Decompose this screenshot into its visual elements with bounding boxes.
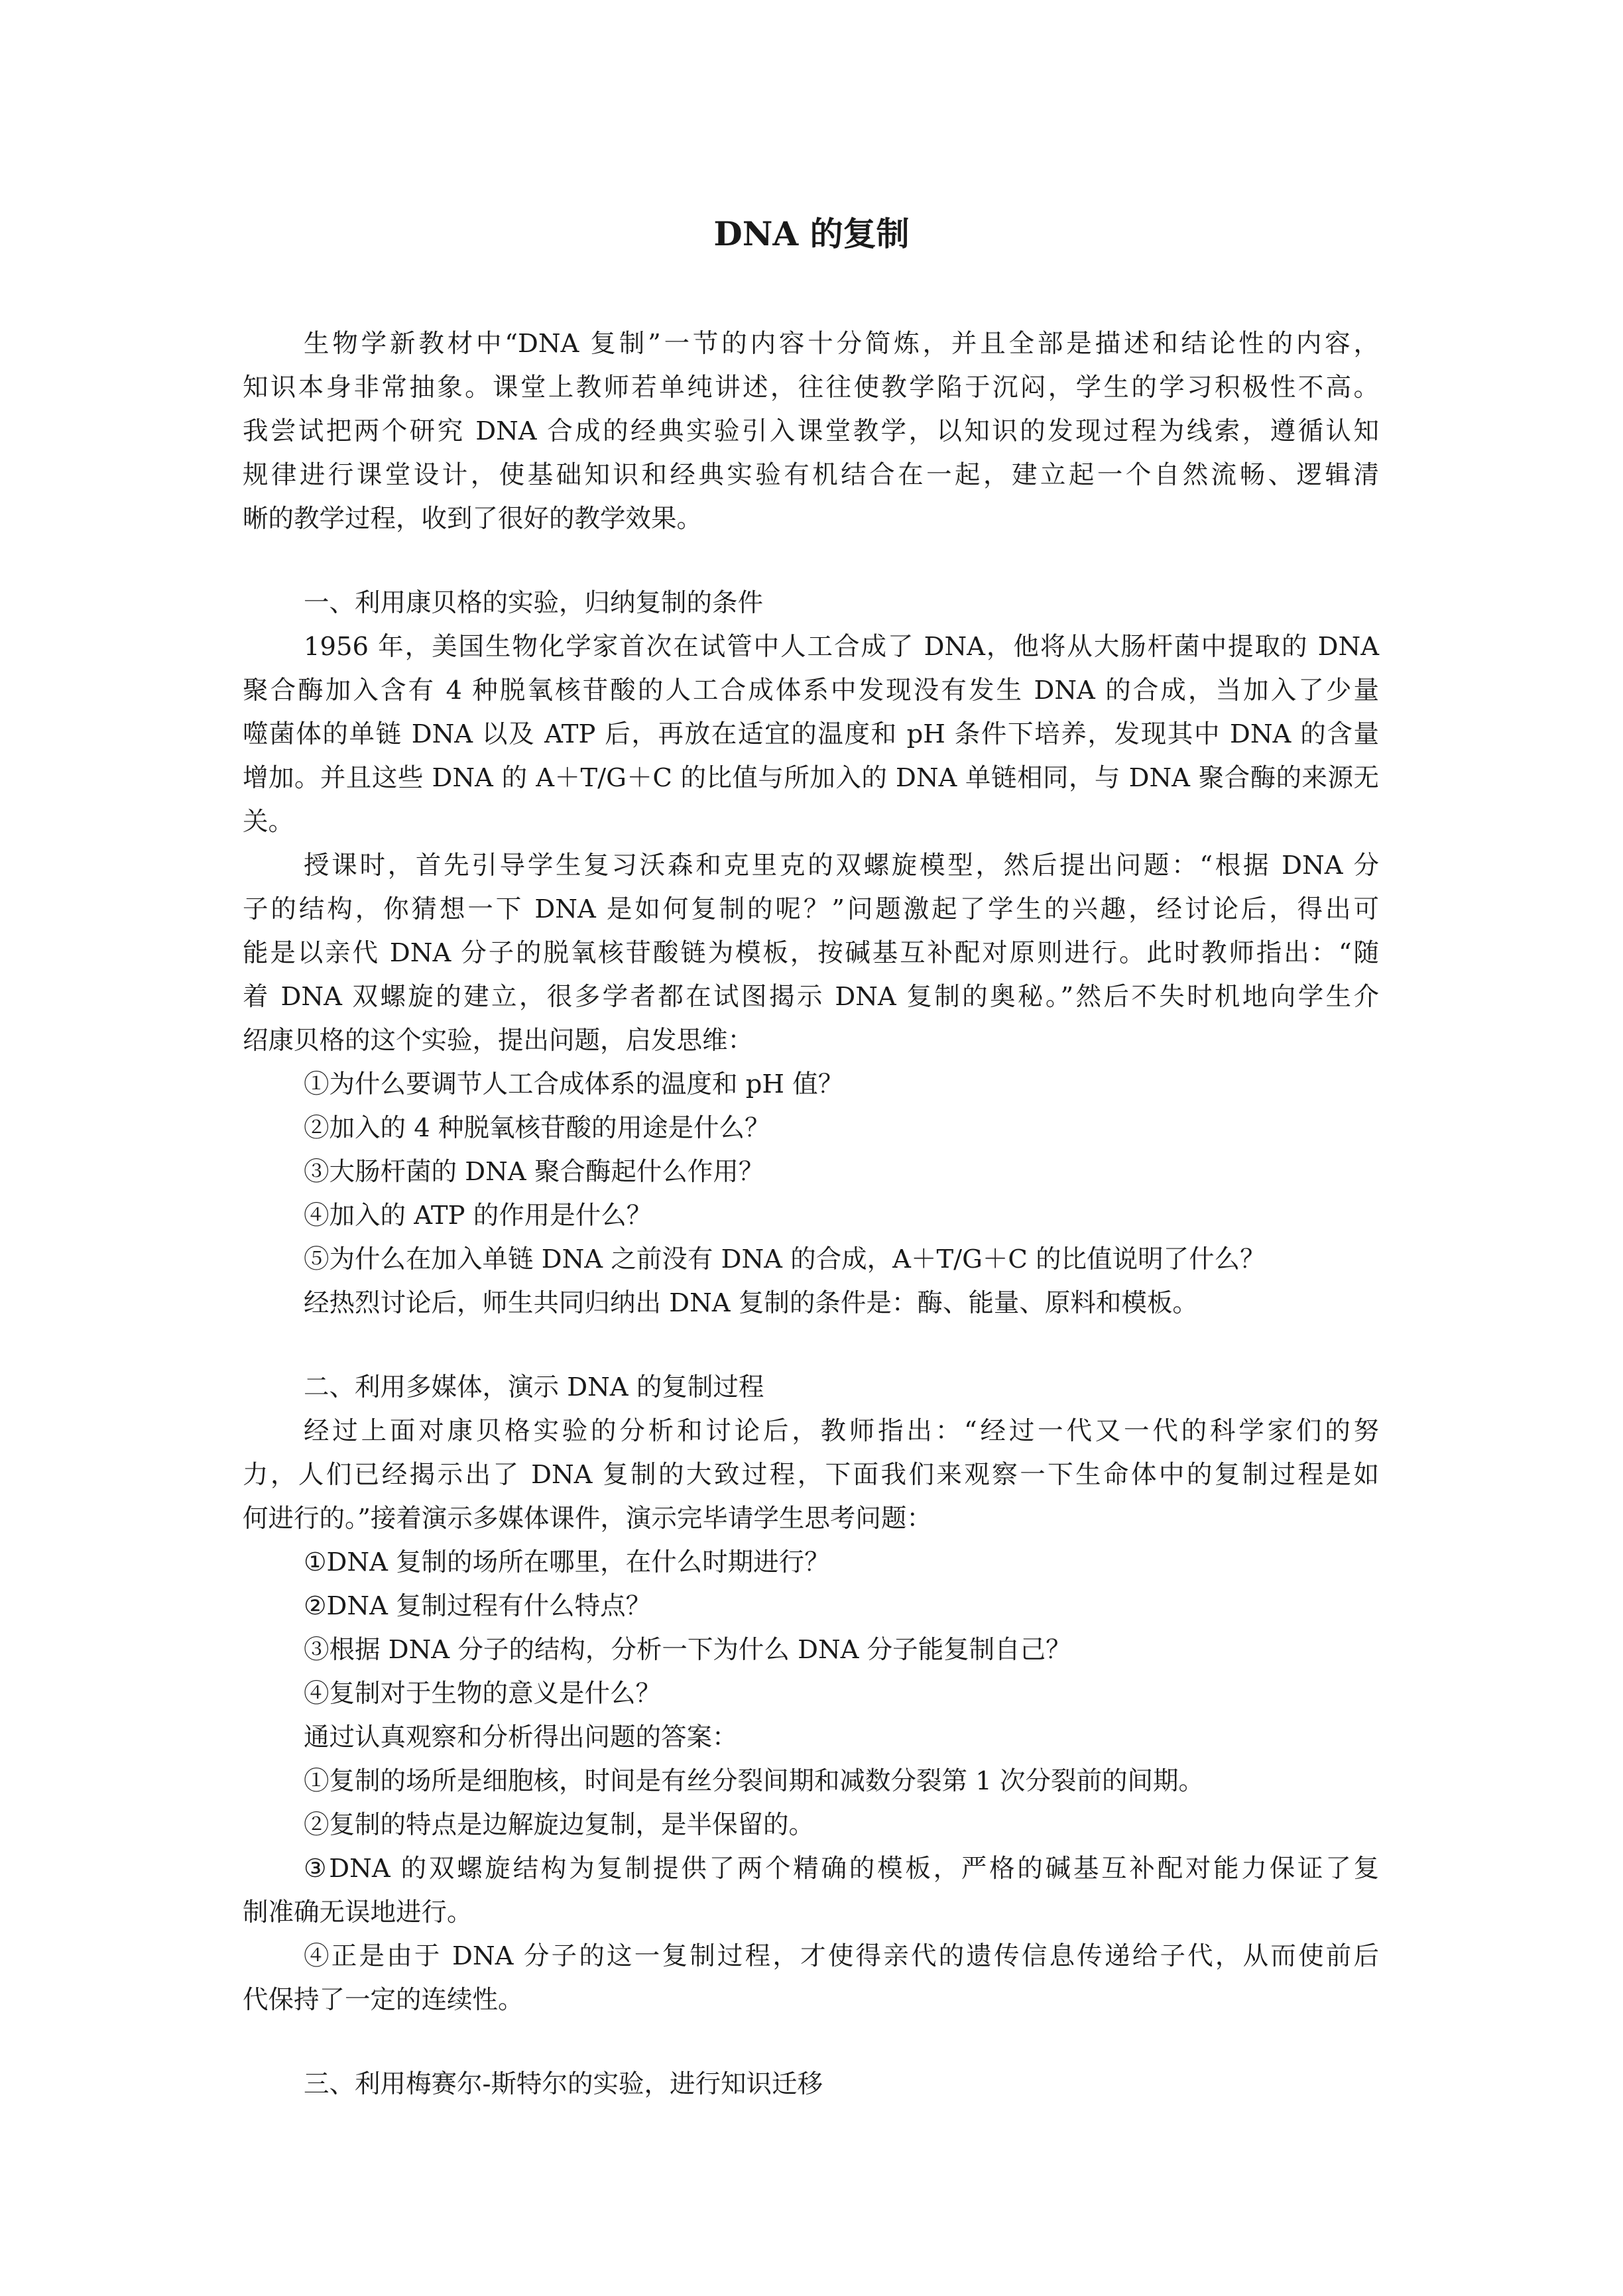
section-1-paragraph-line: 授课时，首先引导学生复习沃森和克里克的双螺旋模型，然后提出问题：“根据 DNA 分 — [304, 851, 1379, 880]
section-2-answer: 制准确无误地进行。 — [243, 1898, 473, 1927]
section-2-question: ①DNA 复制的场所在哪里，在什么时期进行？ — [304, 1547, 830, 1577]
section-1-conclusion: 经热烈讨论后，师生共同归纳出 DNA 复制的条件是：酶、能量、原料和模板。 — [304, 1288, 1198, 1318]
section-1-paragraph-line: 能是以亲代 DNA 分子的脱氧核苷酸链为模板，按碱基互补配对原则进行。此时教师指出：“随 — [243, 938, 1379, 968]
section-1-paragraph-line: 1956 年，美国生物化学家首次在试管中人工合成了 DNA，他将从大肠杆菌中提取的 DNA — [304, 632, 1379, 662]
section-2-answer: ①复制的场所是细胞核，时间是有丝分裂间期和减数分裂第 1 次分裂前的间期。 — [304, 1766, 1204, 1796]
section-2-question: ②DNA 复制过程有什么特点？ — [304, 1591, 652, 1621]
section-1-paragraph-line: 聚合酶加入含有 4 种脱氧核苷酸的人工合成体系中发现没有发生 DNA 的合成，当加入了少量 — [243, 676, 1379, 705]
intro-line: 我尝试把两个研究 DNA 合成的经典实验引入课堂教学，以知识的发现过程为线索，遵循认知 — [243, 416, 1379, 446]
section-1-paragraph-line: 绍康贝格的这个实验，提出问题，启发思维： — [243, 1026, 754, 1056]
section-1-question: ⑤为什么在加入单链 DNA 之前没有 DNA 的合成，A＋T/G＋C 的比值说明了什么？ — [304, 1244, 1266, 1274]
section-2-answer: ②复制的特点是边解旋边复制，是半保留的。 — [304, 1810, 815, 1840]
section-1-paragraph-line: 噬菌体的单链 DNA 以及 ATP 后，再放在适宜的温度和 pH 条件下培养，发现其中 DNA 的含量 — [243, 719, 1379, 749]
intro-line: 生物学新教材中“DNA 复制”一节的内容十分简炼，并且全部是描述和结论性的内容， — [304, 329, 1379, 359]
section-2-answer: ③DNA 的双螺旋结构为复制提供了两个精确的模板，严格的碱基互补配对能力保证了复 — [304, 1854, 1379, 1884]
section-2-question: ④复制对于生物的意义是什么？ — [304, 1679, 662, 1709]
section-1-question: ④加入的 ATP 的作用是什么？ — [304, 1201, 652, 1231]
section-1-question: ①为什么要调节人工合成体系的温度和 pH 值？ — [304, 1069, 844, 1099]
section-3-heading: 三、利用梅赛尔-斯特尔的实验，进行知识迁移 — [304, 2069, 823, 2099]
section-2-question: ③根据 DNA 分子的结构，分析一下为什么 DNA 分子能复制自己？ — [304, 1635, 1071, 1665]
section-2-paragraph-line: 经过上面对康贝格实验的分析和讨论后，教师指出：“经过一代又一代的科学家们的努 — [304, 1416, 1379, 1446]
section-2-answer: 代保持了一定的连续性。 — [243, 1985, 524, 2015]
section-2-answers-intro: 通过认真观察和分析得出问题的答案： — [304, 1722, 738, 1752]
section-2-paragraph-line: 何进行的。”接着演示多媒体课件，演示完毕请学生思考问题： — [243, 1504, 932, 1534]
section-1-heading: 一、利用康贝格的实验，归纳复制的条件 — [304, 588, 764, 618]
section-1-paragraph-line: 子的结构，你猜想一下 DNA 是如何复制的呢？”问题激起了学生的兴趣，经讨论后，得出可 — [243, 894, 1379, 924]
section-1-question: ③大肠杆菌的 DNA 聚合酶起什么作用？ — [304, 1157, 764, 1187]
intro-line: 知识本身非常抽象。课堂上教师若单纯讲述，往往使教学陷于沉闷，学生的学习积极性不高。 — [243, 373, 1379, 402]
section-1-paragraph-line: 着 DNA 双螺旋的建立，很多学者都在试图揭示 DNA 复制的奥秘。”然后不失时机地向学生介 — [243, 982, 1379, 1012]
section-2-answer: ④正是由于 DNA 分子的这一复制过程，才使得亲代的遗传信息传递给子代，从而使前后 — [304, 1941, 1379, 1971]
intro-line: 规律进行课堂设计，使基础知识和经典实验有机结合在一起，建立起一个自然流畅、逻辑清 — [243, 460, 1379, 490]
section-1-paragraph-line: 关。 — [243, 807, 294, 837]
section-2-heading: 二、利用多媒体，演示 DNA 的复制过程 — [304, 1372, 764, 1402]
intro-line: 晰的教学过程，收到了很好的教学效果。 — [243, 504, 703, 534]
section-1-question: ②加入的 4 种脱氧核苷酸的用途是什么？ — [304, 1113, 770, 1143]
section-2-paragraph-line: 力，人们已经揭示出了 DNA 复制的大致过程，下面我们来观察一下生命体中的复制过程是如 — [243, 1460, 1379, 1490]
document-title: DNA 的复制 — [713, 214, 910, 253]
section-1-paragraph-line: 增加。并且这些 DNA 的 A＋T/G＋C 的比值与所加入的 DNA 单链相同，与 DNA 聚合酶的来源无 — [243, 763, 1379, 793]
